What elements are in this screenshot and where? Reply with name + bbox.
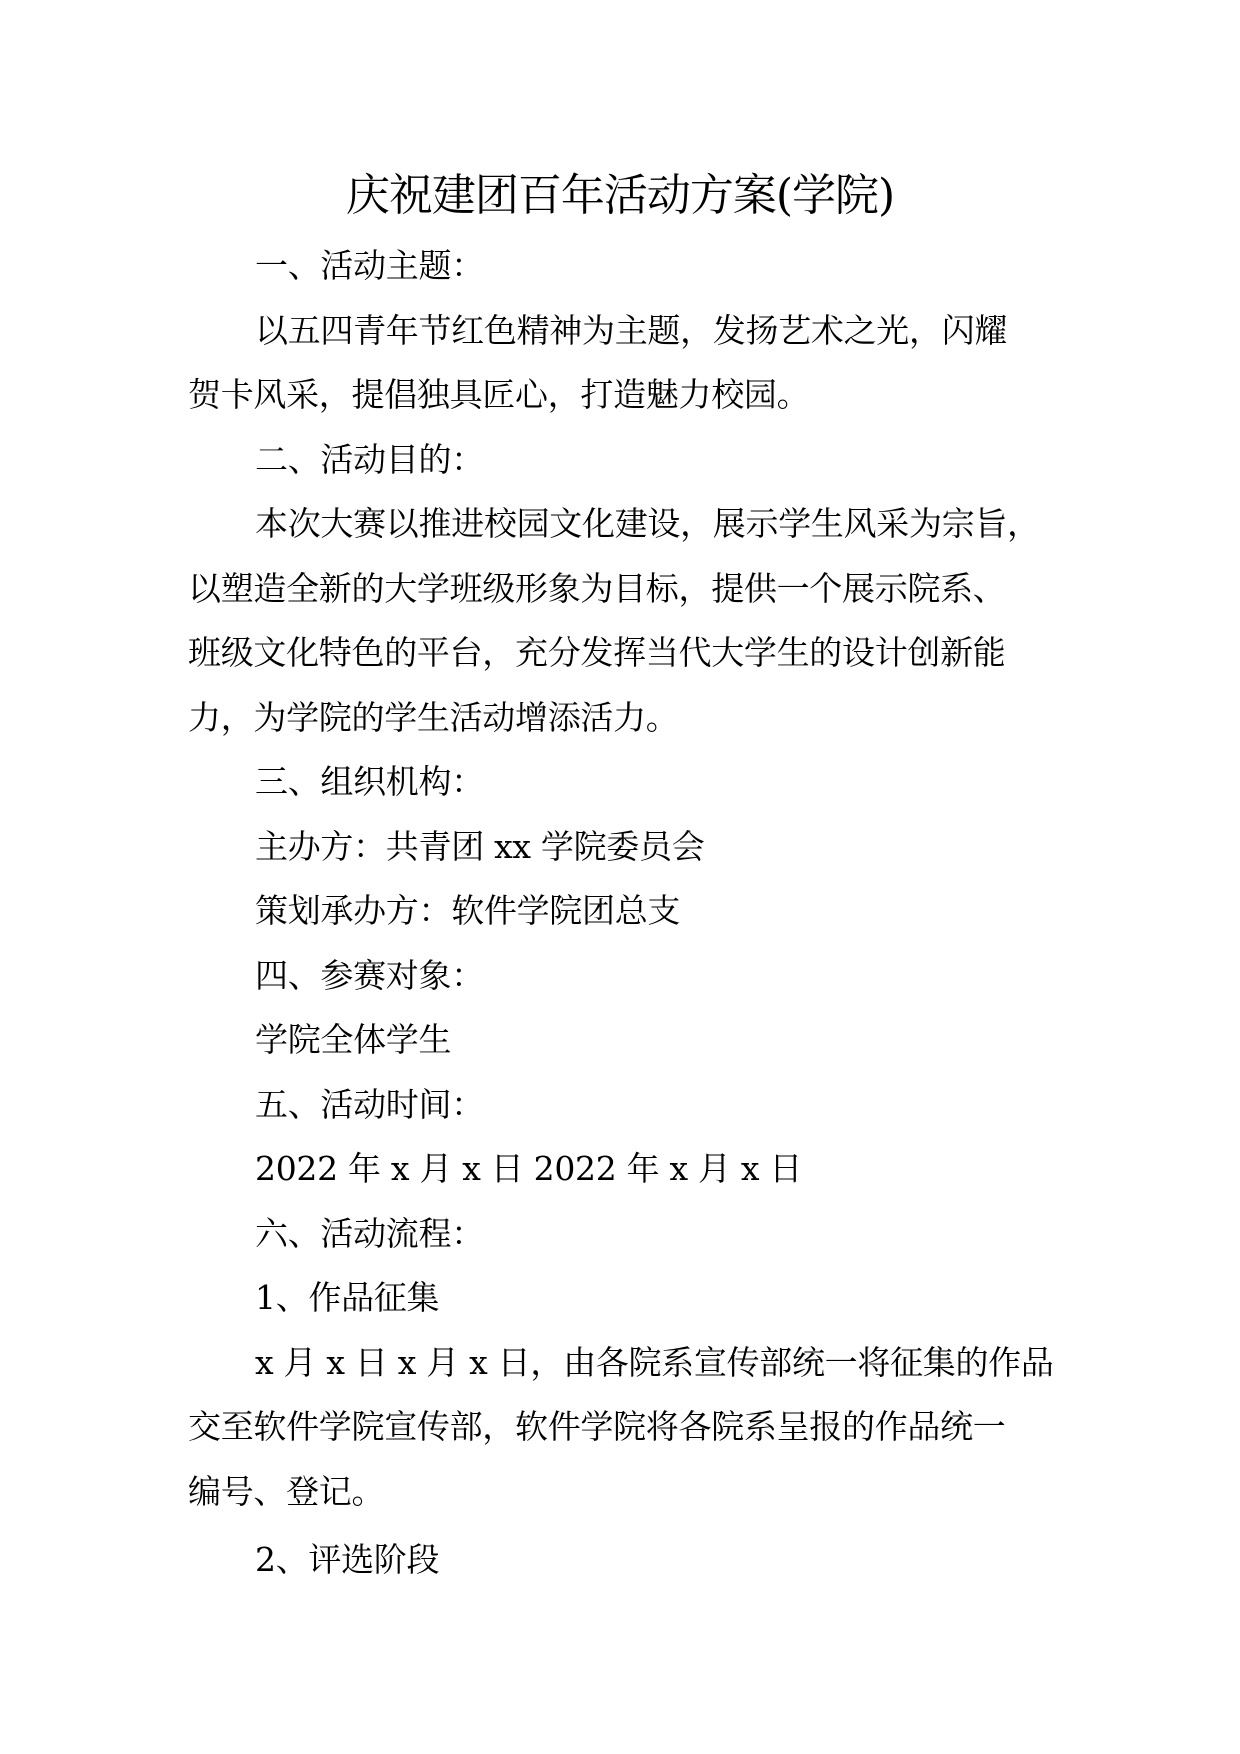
paragraph-line: 编号、登记。 xyxy=(188,1472,385,1511)
subsection-heading: 2、评选阶段 xyxy=(255,1540,440,1579)
paragraph-line: 交至软件学院宣传部，软件学院将各院系呈报的作品统一 xyxy=(188,1407,1006,1446)
section-heading-process: 六、活动流程： xyxy=(255,1214,484,1253)
paragraph-line: 2022 年 x 月 x 日 2022 年 x 月 x 日 xyxy=(255,1149,803,1188)
document-title: 庆祝建团百年活动方案(学院) xyxy=(345,170,895,221)
section-heading-theme: 一、活动主题： xyxy=(255,246,484,285)
paragraph-line: 策划承办方：软件学院团总支 xyxy=(255,891,681,930)
section-heading-participants: 四、参赛对象： xyxy=(255,956,484,995)
paragraph-line: x 月 x 日 x 月 x 日，由各院系宣传部统一将征集的作品 xyxy=(255,1343,1054,1382)
paragraph-line: 力，为学院的学生活动增添活力。 xyxy=(188,698,679,737)
paragraph-line: 学院全体学生 xyxy=(255,1020,452,1059)
paragraph-line: 班级文化特色的平台，充分发挥当代大学生的设计创新能 xyxy=(188,633,1006,672)
section-heading-organization: 三、组织机构： xyxy=(255,762,484,801)
paragraph-line: 以五四青年节红色精神为主题，发扬艺术之光，闪耀 xyxy=(255,311,1008,350)
paragraph-line: 贺卡风采，提倡独具匠心，打造魅力校园。 xyxy=(188,375,810,414)
paragraph-line: 本次大赛以推进校园文化建设，展示学生风采为宗旨， xyxy=(255,504,1040,543)
paragraph-line: 主办方：共青团 xx 学院委员会 xyxy=(255,827,705,866)
section-heading-purpose: 二、活动目的： xyxy=(255,440,484,479)
subsection-heading: 1、作品征集 xyxy=(255,1278,440,1317)
paragraph-line: 以塑造全新的大学班级形象为目标，提供一个展示院系、 xyxy=(188,569,1006,608)
section-heading-time: 五、活动时间： xyxy=(255,1085,484,1124)
